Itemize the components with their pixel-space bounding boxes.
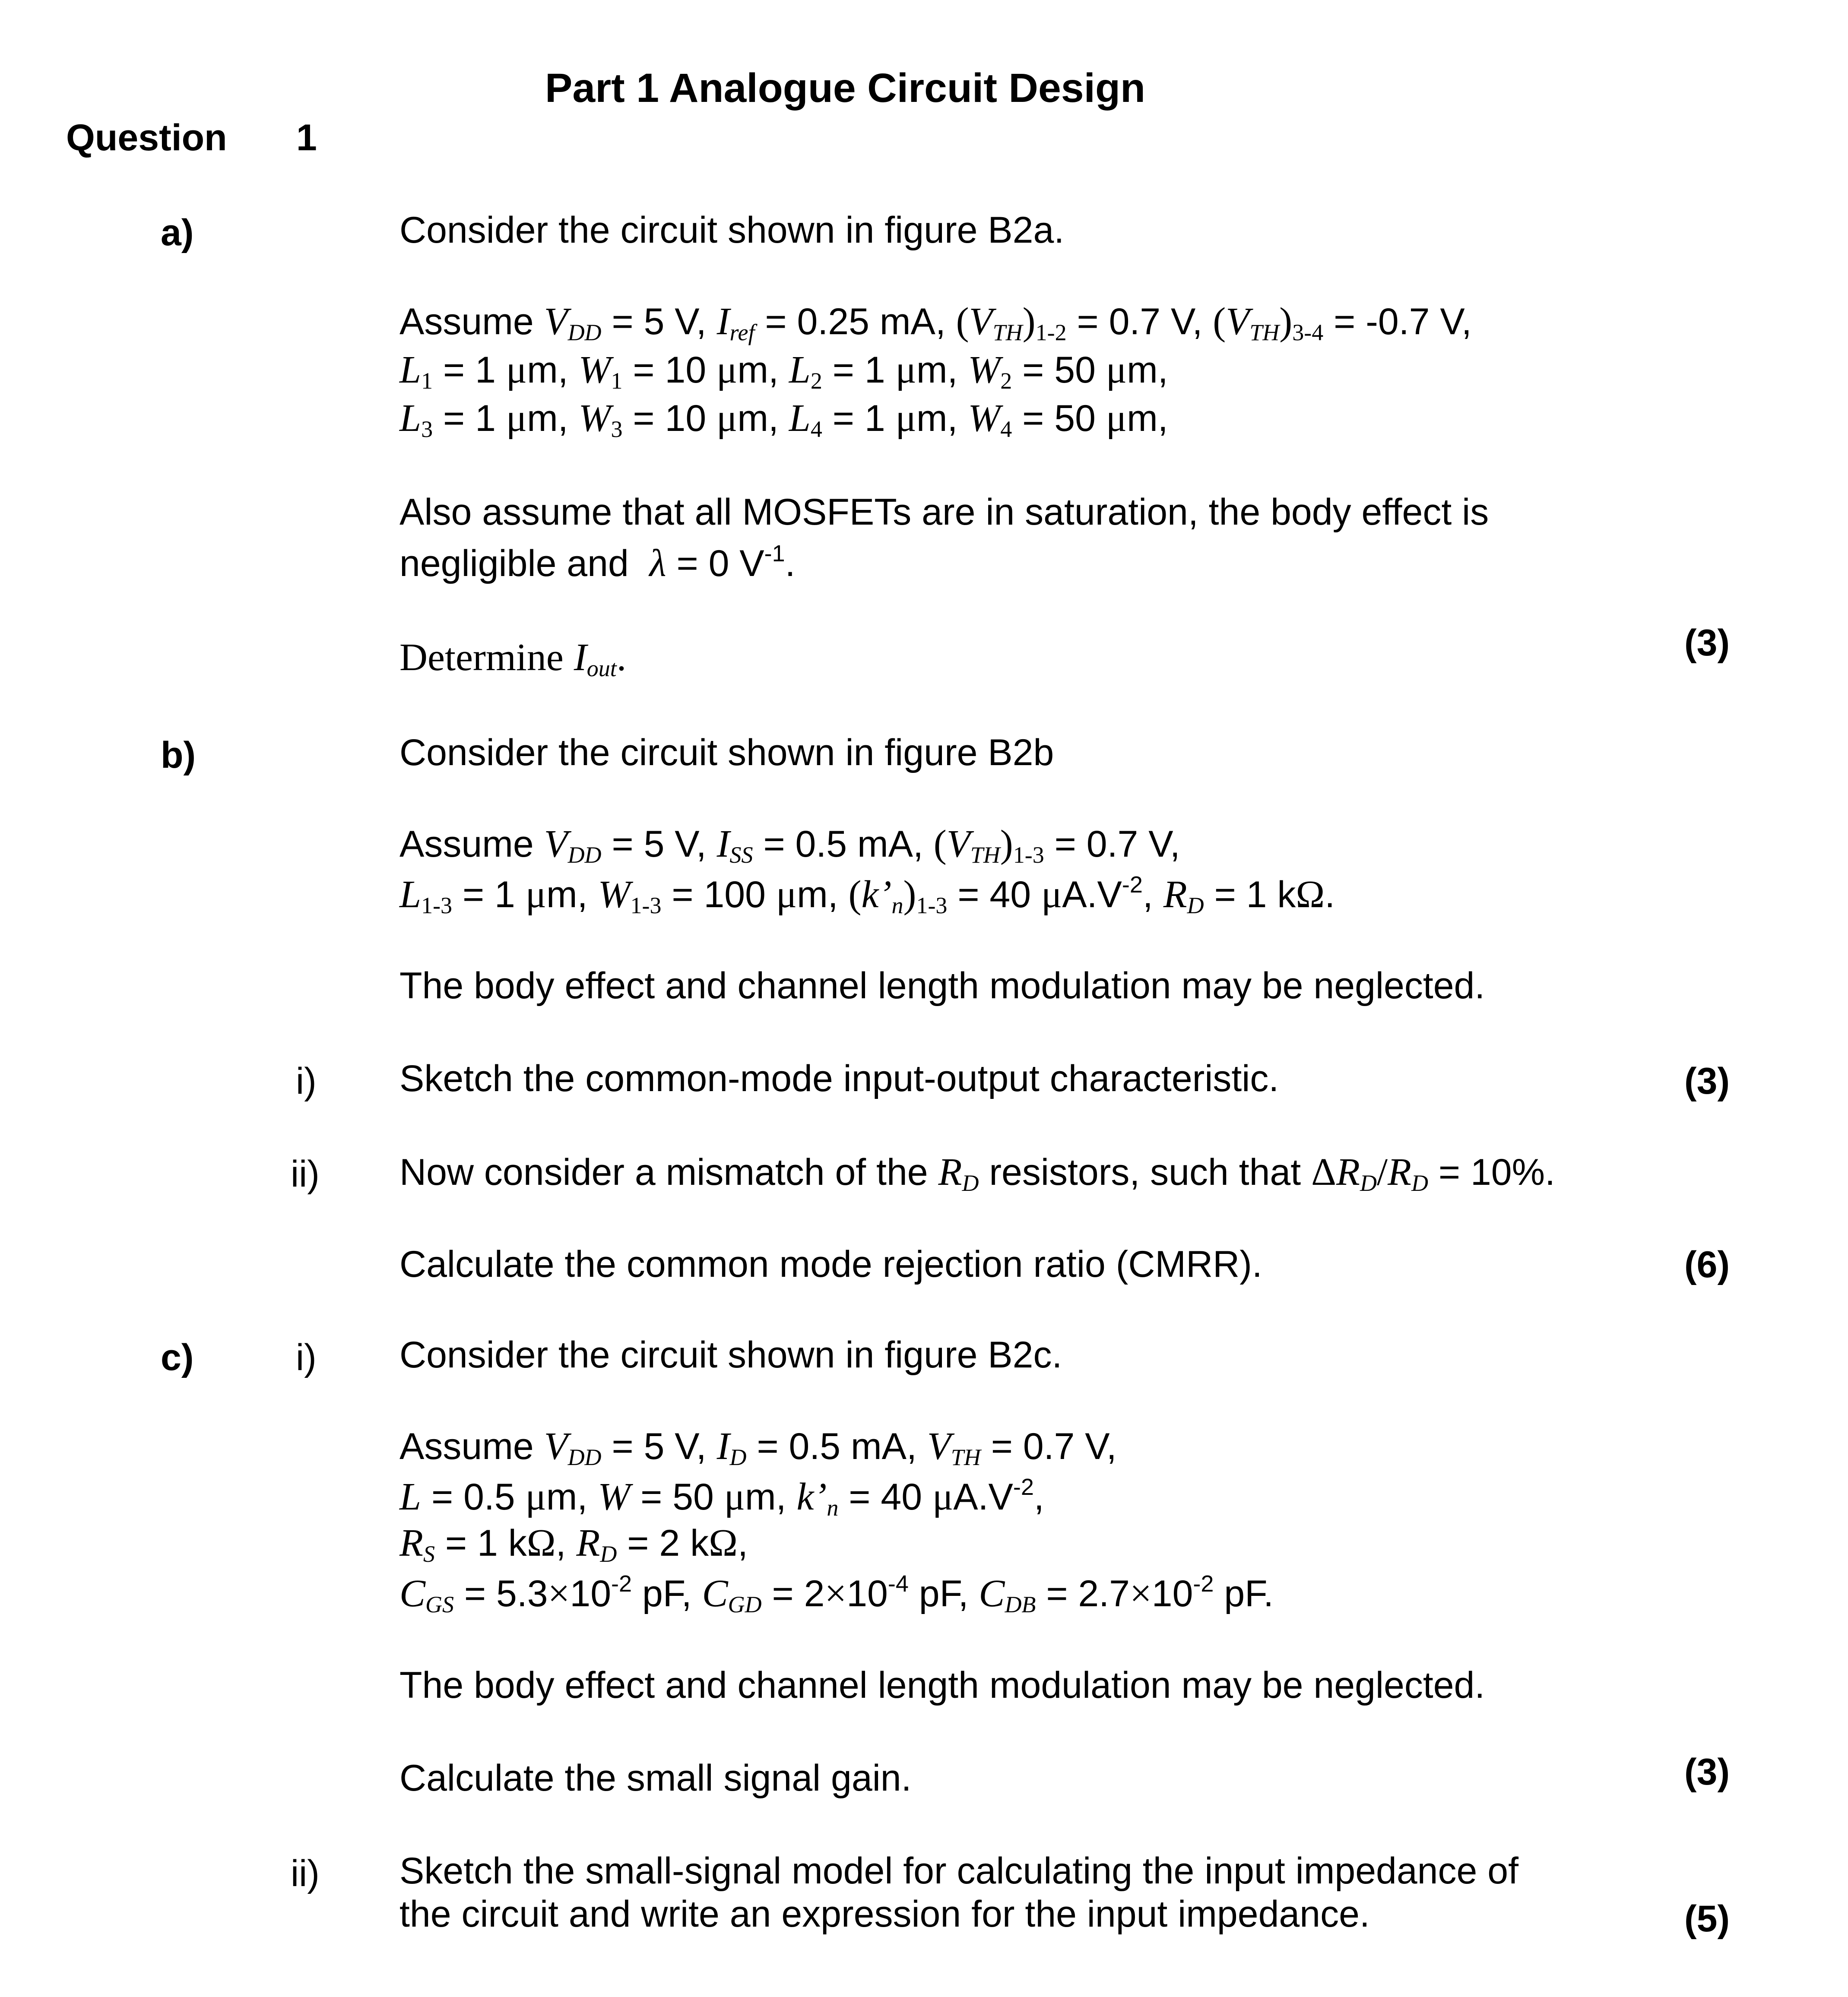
- part-a-determine: Determine Iout.: [399, 636, 627, 681]
- part-a-intro: Consider the circuit shown in figure B2a.: [399, 209, 1065, 251]
- part-c-calc: Calculate the small signal gain.: [399, 1757, 912, 1799]
- part-c-assume-line1: Assume VDD = 5 V, ID = 0.5 mA, VTH = 0.7 V,: [399, 1425, 1117, 1470]
- part-b-ii-marks: (6): [1684, 1244, 1730, 1285]
- part-c-label: c): [161, 1337, 194, 1378]
- part-c-ii-line2: the circuit and write an expression for the input impedance.: [399, 1893, 1370, 1935]
- part-a-also-line2: negligible and λ = 0 $V^{-1}$.: [399, 541, 796, 585]
- part-b-ii-calc: Calculate the common mode rejection ratio (CMRR).: [399, 1244, 1262, 1285]
- part-c-intro: Consider the circuit shown in figure B2c.: [399, 1334, 1062, 1376]
- part-b-label: b): [161, 734, 196, 776]
- part-a-marks: (3): [1684, 622, 1730, 664]
- question-label: Question: [66, 117, 227, 158]
- part-b-assume-line1: Assume VDD = 5 V, ISS = 0.5 mA, (VTH)1-3 = 0.7 V,: [399, 823, 1180, 868]
- question-number: 1: [296, 117, 317, 158]
- part-b-intro: Consider the circuit shown in figure B2b: [399, 732, 1054, 773]
- part-c-i-marks: (3): [1684, 1751, 1730, 1793]
- part-a-also-line1: Also assume that all MOSFETs are in saturation, the body effect is: [399, 491, 1489, 533]
- part-b-ii-label: ii): [291, 1153, 320, 1195]
- part-c-ii-label: ii): [291, 1853, 320, 1894]
- part-c-ii-line1: Sketch the small-signal model for calculating the input impedance of: [399, 1850, 1518, 1892]
- page-title: Part 1 Analogue Circuit Design: [545, 65, 1146, 111]
- part-a-assume-line1: Assume VDD = 5 V, Iref = 0.25 mA, (VTH)1-2 = 0.7 V, (VTH)3-4 = -0.7 V,: [399, 300, 1472, 345]
- part-b-i-label: i): [296, 1060, 317, 1102]
- part-a-assume-line2: L1 = 1 μm, W1 = 10 μm, L2 = 1 μm, W2 = 50 μm,: [399, 348, 1168, 394]
- part-a-assume-line3: L3 = 1 μm, W3 = 10 μm, L4 = 1 μm, W4 = 50 μm,: [399, 397, 1168, 442]
- part-b-neglect: The body effect and channel length modulation may be neglected.: [399, 965, 1485, 1006]
- part-c-assume-line3: RS = 1 kΩ, RD = 2 kΩ,: [399, 1522, 748, 1567]
- part-c-assume-line4: CGS = $5.3\times 10^{-2}$ pF, CGD = $2\times 10^{-4}$ pF, CDB = $2.7\times 10^{-2}$ pF.: [399, 1571, 1274, 1617]
- part-b-i-marks: (3): [1684, 1060, 1730, 1102]
- part-b-i-text: Sketch the common-mode input-output characteristic.: [399, 1058, 1279, 1099]
- part-b-ii-text: Now consider a mismatch of the RD resistors, such that ΔRD/RD = 10%.: [399, 1151, 1555, 1196]
- part-c-neglect: The body effect and channel length modulation may be neglected.: [399, 1665, 1485, 1706]
- part-b-assume-line2: L1-3 = 1 μm, W1-3 = 100 μm, (k’n)1-3 = 40 $\mu A.V^{-2}$, RD = 1 kΩ.: [399, 872, 1335, 918]
- part-a-label: a): [161, 212, 194, 253]
- part-c-i-label: i): [296, 1337, 317, 1378]
- part-c-ii-marks: (5): [1684, 1898, 1730, 1940]
- part-c-assume-line2: L = 0.5 μm, W = 50 μm, k’n = 40 $\mu A.V^{-2}$,: [399, 1474, 1044, 1521]
